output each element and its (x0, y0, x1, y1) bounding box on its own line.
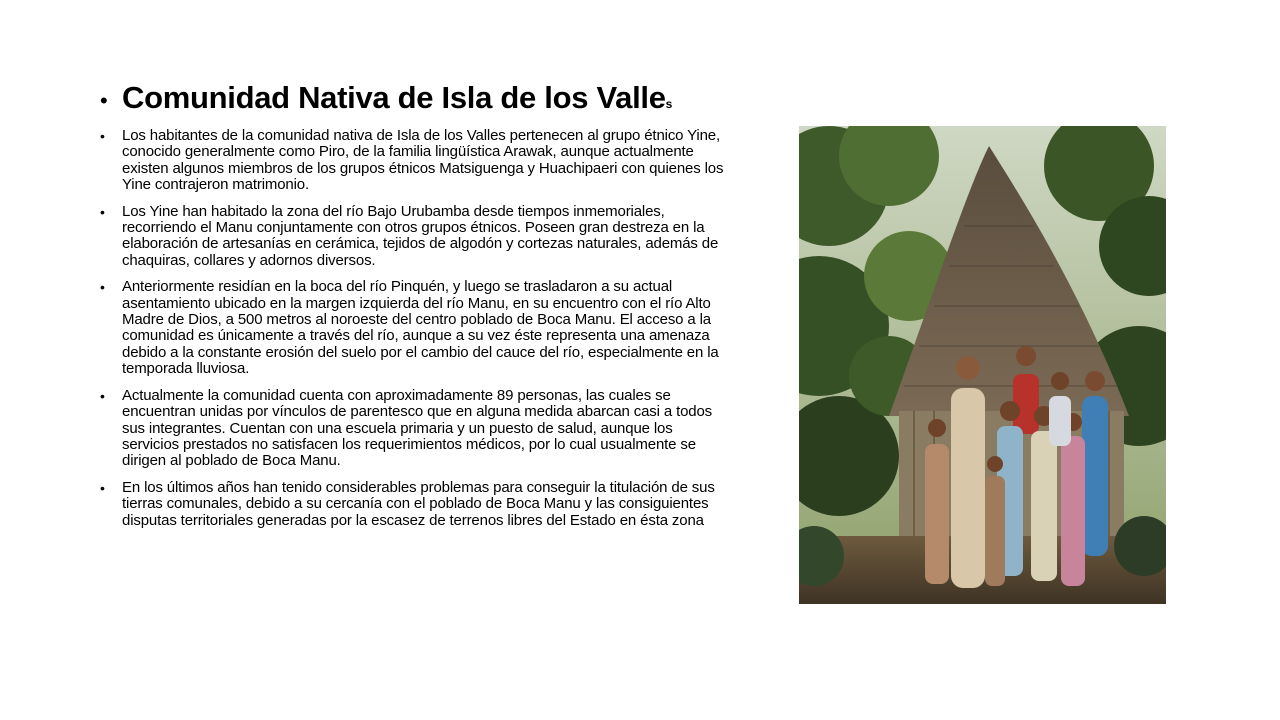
paragraph-text: En los últimos años han tenido considerables problemas para conseguir la titulación de sus tierras comunales, debido a su cercanía con el poblado de Boca Manu y las consiguientes disputas territoriales generadas por la escasez de terrenos libres del Estado en ésta zona (122, 478, 715, 529)
list-item (100, 204, 730, 270)
photo-illustration (799, 126, 1166, 604)
bullet-icon: • (100, 203, 105, 220)
title-text (122, 78, 672, 124)
bullet-icon: • (100, 88, 108, 113)
list-item (100, 128, 730, 194)
bullet-icon: • (100, 387, 105, 404)
list-item (100, 388, 730, 470)
title-suffix: s (665, 97, 673, 111)
list-item (100, 480, 730, 529)
paragraph-text: Los Yine han habitado la zona del río Bajo Urubamba desde tiempos inmemoriales, recorriendo el Manu conjuntamente con otros grupos étnicos. Poseen gran destreza en la elaboración de artesanías en cerámica, tejidos de algodón y cortezas naturales, además de chaquiras, collares y adornos diversos. (122, 202, 719, 269)
paragraph-list (100, 128, 730, 539)
bullet-icon: • (100, 128, 105, 144)
list-item (100, 279, 730, 377)
bullet-icon: • (100, 279, 105, 296)
community-photo (799, 126, 1166, 604)
paragraph-text: Anteriormente residían en la boca del río Pinquén, y luego se trasladaron a su actual asentamiento ubicado en la margen izquierda del río Manu, en su encuentro con el río Alto Madre de Dios, a 500 metros al noroeste del centro poblado de Boca Manu. El acceso a la comunidad es únicamente a través del río, aunque a su vez éste representa una amenaza debido a la constante erosión del suelo por el cambio del cauce del río, especialmente en la temporada lluviosa. (122, 278, 719, 378)
title-main: Comunidad Nativa de Isla de los Valle (122, 80, 666, 115)
paragraph-text: Los habitantes de la comunidad nativa de Isla de los Valles pertenecen al grupo étnico Yine, conocido generalmente como Piro, de la familia lingüística Arawak, aunque actualmente existen algunos miembros de los grupos étnicos Matsiguenga y Huachipaeri con quienes los Yine contrajeron matrimonio. (122, 127, 724, 194)
bullet-icon: • (100, 479, 105, 496)
paragraph-text: Actualmente la comunidad cuenta con aproximadamente 89 personas, las cuales se encuentran unidas por vínculos de parentesco que en alguna medida abarcan casi a todos sus integrantes. Cuentan con una escuela primaria y un puesto de salud, aunque los servicios prestados no satisfacen los requerimientos médicos, por lo cual usualmente se dirigen al poblado de Boca Manu. (122, 386, 713, 470)
slide-title (100, 78, 780, 124)
